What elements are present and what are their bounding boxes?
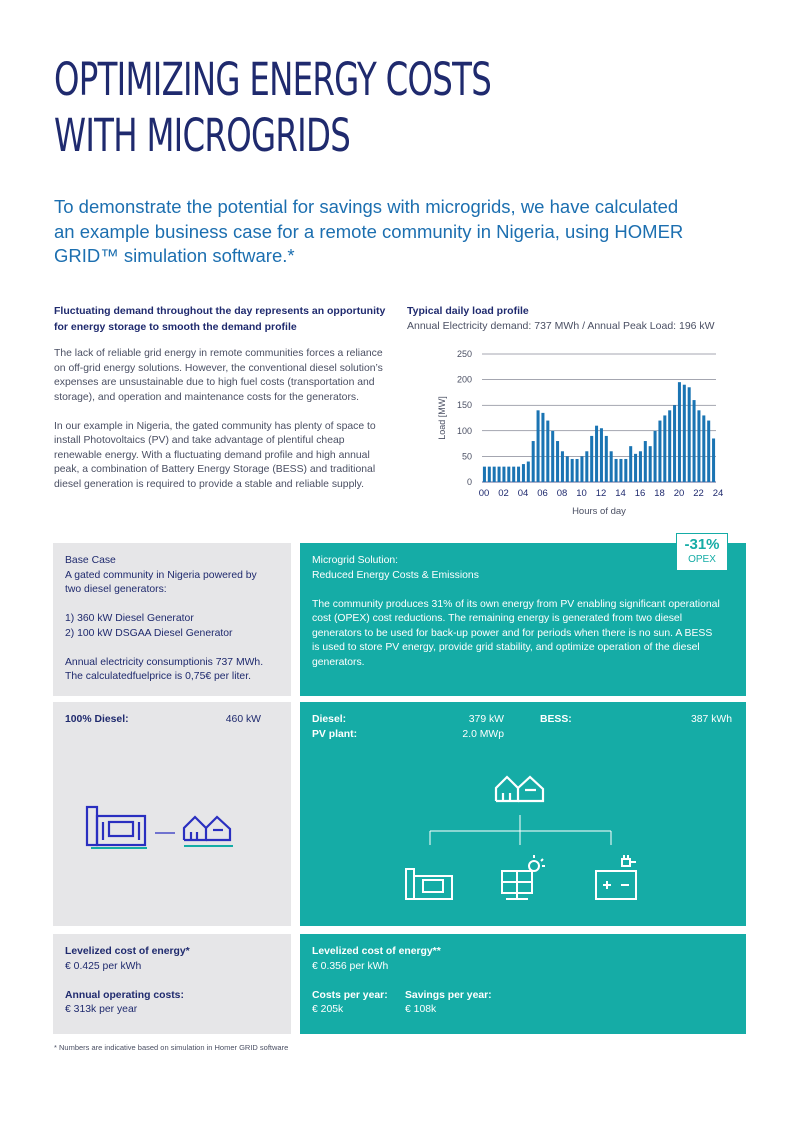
costs-label: Costs per year: xyxy=(312,989,388,1001)
x-tick-label: 24 xyxy=(712,488,724,499)
load-bar xyxy=(683,385,686,482)
x-tick-label: 14 xyxy=(615,488,626,499)
paragraph-2: In our example in Nigeria, the gated community has plenty of space to install Photovoltaics (PV) and take advantage of plentiful cheap renewable energy. With a fluctuating demand profile and high annual peak, a combination of Battery Energy Storage (BESS) and traditional diesel generation is required to provide a stable and reliable supply. xyxy=(54,420,376,490)
title-line-2: WITH MICROGRIDS xyxy=(54,109,351,162)
base-case-title: Base Case xyxy=(65,555,116,566)
mg-diesel-label: Diesel: xyxy=(312,714,347,725)
mg-diesel-value: 379 kW xyxy=(468,714,504,725)
load-bar xyxy=(512,467,515,482)
load-bar xyxy=(654,431,657,482)
savings-label: Savings per year: xyxy=(405,989,492,1001)
load-bar xyxy=(517,467,520,482)
section-heading: Fluctuating demand throughout the day represents an opportunity for energy storage to smooth the demand profile xyxy=(54,305,386,333)
y-tick-label: 100 xyxy=(456,425,472,436)
load-bar xyxy=(634,454,637,482)
x-tick-label: 08 xyxy=(556,488,568,499)
load-bar xyxy=(585,451,588,482)
x-tick-label: 20 xyxy=(673,488,685,499)
x-tick-label: 00 xyxy=(478,488,490,499)
microgrid-title-1: Microgrid Solution: xyxy=(312,555,399,566)
load-bar xyxy=(615,459,618,482)
pv-label: PV plant: xyxy=(312,728,358,740)
load-bar xyxy=(580,456,583,482)
base-opex-value: € 313k per year xyxy=(65,1004,138,1015)
bess-label: BESS: xyxy=(540,714,572,725)
base-case-panel xyxy=(53,543,291,696)
x-tick-label: 16 xyxy=(634,488,646,499)
load-bar xyxy=(493,467,496,482)
opex-badge xyxy=(676,533,728,571)
icon-accent-lines xyxy=(91,846,233,848)
x-tick-label: 02 xyxy=(498,488,509,499)
base-case-diagram xyxy=(85,800,245,850)
load-bar xyxy=(673,405,676,482)
microgrid-desc: The community produces 31% of its own energy from PV enabling significant operational cost (OPEX) cost reductions. The remaining energy is generated from two diesel generators to be used for back-up power and for periods when there is no sun. A BESS is used to store PV energy, provide grid stability, and optimize operation of the diesel generators. xyxy=(312,598,720,668)
page-title xyxy=(54,52,492,164)
x-tick-label: 04 xyxy=(517,488,529,499)
x-tick-label: 22 xyxy=(693,488,704,499)
solar-panel-icon xyxy=(502,855,545,899)
costs-value: € 205k xyxy=(312,1004,344,1015)
load-bar xyxy=(566,456,569,482)
y-tick-label: 0 xyxy=(466,477,472,487)
x-tick-label: 06 xyxy=(537,488,548,499)
load-bar xyxy=(605,436,608,482)
load-bar xyxy=(649,446,652,482)
load-bar xyxy=(644,441,647,482)
load-profile-chart xyxy=(420,340,740,525)
load-bar xyxy=(629,446,632,482)
diesel-value: 460 kW xyxy=(225,714,261,725)
load-bar xyxy=(668,410,671,482)
load-bar xyxy=(639,451,642,482)
paragraph-1: The lack of reliable grid energy in remote communities forces a reliance on off-grid energy solutions. However, the conventional diesel solution’s expenses are unsustainable due to high fuel costs (transportation and storage), and operation and maintenance costs for the generators. xyxy=(54,348,383,403)
load-bar xyxy=(663,415,666,482)
generator-1: 1) 360 kW Diesel Generator xyxy=(65,613,194,624)
load-bar xyxy=(590,436,593,482)
base-opex-label: Annual operating costs: xyxy=(65,989,184,1001)
load-bar xyxy=(600,428,603,482)
load-bar xyxy=(658,421,661,482)
load-bar xyxy=(712,438,715,482)
microgrid-cost-panel xyxy=(300,934,746,1034)
load-bar xyxy=(527,462,530,482)
load-bar xyxy=(610,451,613,482)
savings-value: € 108k xyxy=(405,1004,437,1015)
pv-value: 2.0 MWp xyxy=(462,728,504,740)
load-bar xyxy=(697,410,700,482)
base-case-desc: A gated community in Nigeria powered by two diesel generators: xyxy=(65,569,257,595)
load-bar xyxy=(498,467,501,482)
load-bar xyxy=(561,451,564,482)
opex-label: OPEX xyxy=(688,554,716,565)
generator-icon xyxy=(87,807,145,845)
load-bar xyxy=(502,467,505,482)
load-bar xyxy=(702,415,705,482)
x-tick-label: 10 xyxy=(576,488,587,499)
houses-icon xyxy=(184,817,230,840)
load-bar xyxy=(507,467,510,482)
load-bar xyxy=(537,410,540,482)
y-tick-label: 200 xyxy=(456,374,472,385)
y-tick-label: 50 xyxy=(461,451,472,462)
load-bar xyxy=(624,459,627,482)
load-bar xyxy=(532,441,535,482)
load-bar xyxy=(541,413,544,482)
base-lcoe-label: Levelized cost of energy* xyxy=(65,946,190,957)
load-bar xyxy=(522,464,525,482)
load-bar xyxy=(556,441,559,482)
bess-value: 387 kWh xyxy=(690,714,732,725)
x-tick-label: 12 xyxy=(595,488,607,499)
load-bar xyxy=(483,467,486,482)
y-axis-label: Load [MW] xyxy=(437,396,447,440)
x-axis-label: Hours of day xyxy=(572,506,626,517)
x-tick-label: 18 xyxy=(654,488,665,499)
base-lcoe-value: € 0.425 per kWh xyxy=(65,960,142,972)
load-bar xyxy=(707,421,710,482)
load-bar xyxy=(576,459,579,482)
y-tick-label: 150 xyxy=(456,400,472,411)
load-bar xyxy=(595,426,598,482)
opex-percent: -31% xyxy=(684,536,720,553)
diesel-label: 100% Diesel: xyxy=(65,714,129,725)
load-bar xyxy=(619,459,622,482)
load-bar xyxy=(688,387,691,482)
load-bar xyxy=(488,467,491,482)
microgrid-title-2: Reduced Energy Costs & Emissions xyxy=(312,569,479,581)
y-tick-label: 250 xyxy=(456,349,472,359)
load-bar xyxy=(551,431,554,482)
load-bar xyxy=(693,400,696,482)
tree-lines xyxy=(430,815,611,845)
battery-charger-icon xyxy=(596,855,636,899)
generator-icon xyxy=(406,869,452,899)
houses-icon xyxy=(496,777,543,801)
footnote: * Numbers are indicative based on simulation in Homer GRID software xyxy=(54,1043,289,1052)
chart-subtitle: Annual Electricity demand: 737 MWh / Annual Peak Load: 196 kW xyxy=(407,320,715,332)
title-line-1: OPTIMIZING ENERGY COSTS xyxy=(54,53,492,106)
mg-lcoe-label: Levelized cost of energy** xyxy=(312,946,441,957)
chart-title: Typical daily load profile xyxy=(407,305,529,317)
lead-paragraph: To demonstrate the potential for savings with microgrids, we have calculated an example business case for a remote community in Nigeria, using HOMER GRID™ simulation software.* xyxy=(54,196,684,266)
mg-lcoe-value: € 0.356 per kWh xyxy=(312,960,389,972)
microgrid-diagram xyxy=(400,765,650,905)
consumption-text: Annual electricity consumptionis 737 MWh. The calculatedfuelprice is 0,75€ per liter. xyxy=(65,656,264,682)
body-text xyxy=(54,347,389,507)
load-bar xyxy=(571,459,574,482)
load-bar xyxy=(678,382,681,482)
load-bar xyxy=(546,421,549,482)
base-case-cost-panel xyxy=(53,934,291,1034)
generator-2: 2) 100 kW DSGAA Diesel Generator xyxy=(65,627,233,639)
